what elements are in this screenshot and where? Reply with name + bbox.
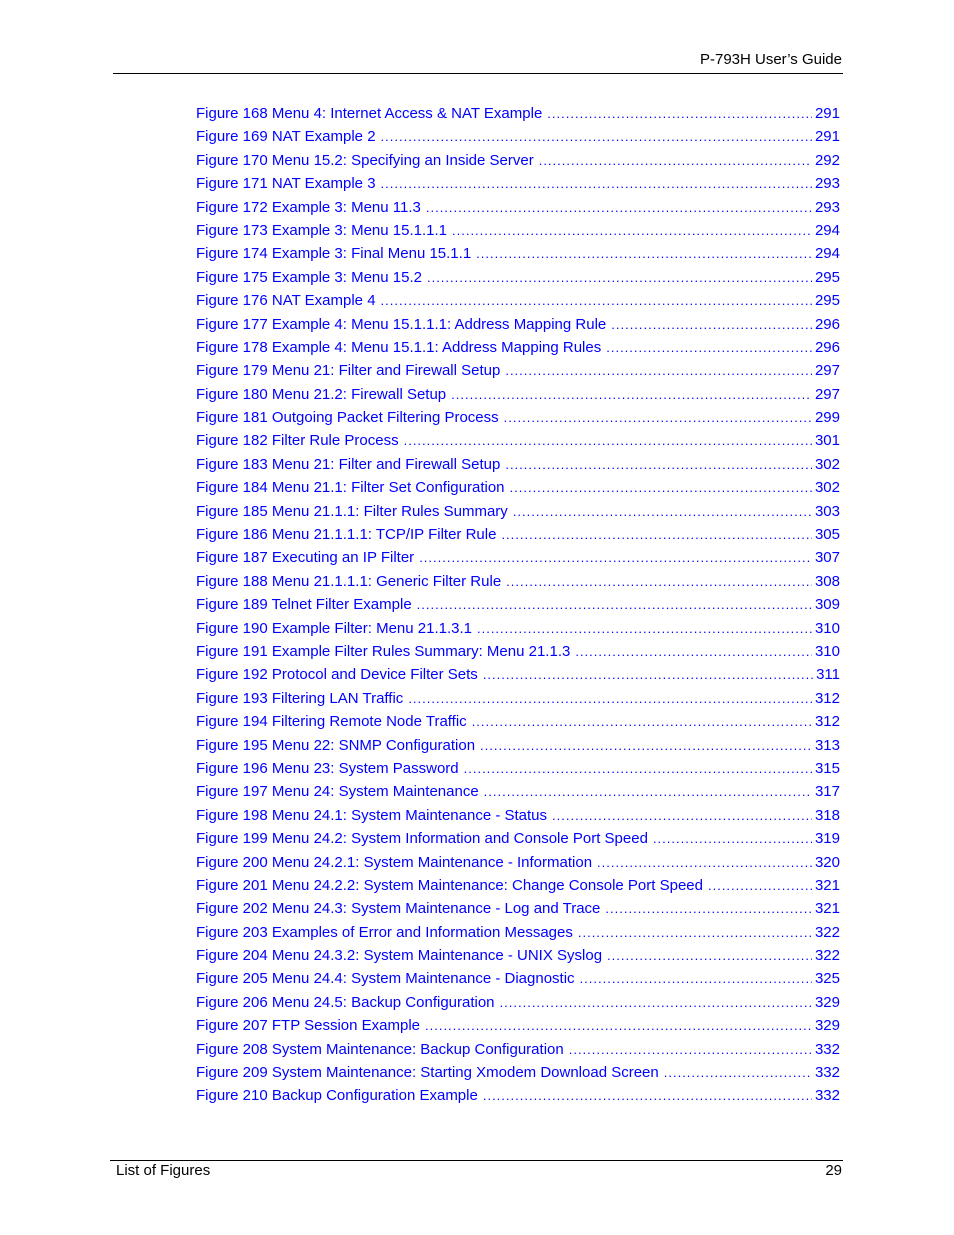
toc-entry-page[interactable]: 309 [814,596,840,614]
toc-leader-dots [426,200,812,215]
toc-leader-dots [569,1042,812,1057]
toc-entry-title[interactable]: Figure 195 Menu 22: SNMP Configuration [196,736,476,754]
toc-entry[interactable] [196,409,840,432]
toc-entry-title[interactable]: Figure 187 Executing an IP Filter [196,549,415,567]
toc-entry[interactable] [196,456,840,479]
toc-entry-page[interactable]: 296 [814,315,840,333]
toc-entry-page[interactable]: 319 [814,830,840,848]
toc-entry-page[interactable]: 296 [814,338,840,356]
toc-entry-title[interactable]: Figure 199 Menu 24.2: System Information and Console Port Speed [196,830,648,848]
toc-entry[interactable] [196,854,840,877]
toc-entry-title[interactable]: Figure 196 Menu 23: System Password [196,759,459,777]
toc-entry[interactable] [196,175,840,198]
toc-leader-dots [580,971,812,986]
toc-entry[interactable] [196,479,840,502]
toc-entry-page[interactable]: 291 [814,105,840,122]
toc-entry[interactable] [196,292,840,315]
toc-entry[interactable] [196,549,840,572]
toc-entry-title[interactable]: Figure 174 Example 3: Final Menu 15.1.1 [196,245,472,263]
toc-entry-page[interactable]: 294 [814,221,840,239]
toc-entry-page[interactable]: 318 [814,806,840,824]
toc-entry[interactable] [196,994,840,1017]
toc-entry-page[interactable]: 312 [814,713,840,731]
toc-entry[interactable] [196,737,840,760]
footer-rule [110,1160,843,1161]
toc-entry-title[interactable]: Figure 200 Menu 24.2.1: System Maintenance - Information [196,853,593,871]
toc-leader-dots [476,246,812,261]
toc-leader-dots [464,761,812,776]
toc-entry-title[interactable]: Figure 201 Menu 24.2.2: System Maintenance: Change Console Port Speed [196,876,703,894]
toc-entry-title[interactable]: Figure 206 Menu 24.5: Backup Configuration [196,993,495,1011]
toc-entry[interactable] [196,573,840,596]
toc-entry-title[interactable]: Figure 197 Menu 24: System Maintenance [196,783,479,801]
toc-entry-page[interactable]: 332 [814,1040,840,1058]
toc-entry-page[interactable]: 295 [814,292,840,310]
toc-entry-page[interactable]: 302 [814,479,840,497]
toc-entry-title[interactable]: Figure 170 Menu 15.2: Specifying an Inside Server [196,151,534,169]
toc-entry-title[interactable]: Figure 173 Example 3: Menu 15.1.1.1 [196,221,447,239]
toc-entry[interactable] [196,760,840,783]
toc-entry-title[interactable]: Figure 189 Telnet Filter Example [196,596,412,614]
toc-entry[interactable] [196,643,840,666]
toc-entry-title[interactable]: Figure 171 NAT Example 3 [196,175,376,193]
footer-page-number: 29 [825,1162,842,1179]
toc-entry[interactable] [196,316,840,339]
toc-leader-dots [500,995,812,1010]
toc-leader-dots [506,574,812,589]
toc-entry[interactable] [196,830,840,853]
toc-entry-page[interactable]: 310 [814,642,840,660]
toc-entry-title[interactable]: Figure 185 Menu 21.1.1: Filter Rules Summary [196,502,508,520]
toc-entry-page[interactable]: 305 [814,526,840,544]
toc-entry-title[interactable]: Figure 184 Menu 21.1: Filter Set Configuration [196,479,505,497]
toc-leader-dots [381,129,812,144]
toc-entry-title[interactable]: Figure 208 System Maintenance: Backup Configuration [196,1040,564,1058]
toc-leader-dots [708,878,812,893]
toc-entry[interactable] [196,900,840,923]
footer-section-name: List of Figures [116,1162,211,1179]
toc-entry-page[interactable]: 293 [814,198,840,216]
toc-entry[interactable] [196,432,840,455]
toc-entry-page[interactable]: 292 [814,151,840,169]
toc-entry-title[interactable]: Figure 210 Backup Configuration Example [196,1087,478,1105]
toc-entry-page[interactable]: 299 [814,409,840,427]
toc-entry-title[interactable]: Figure 168 Menu 4: Internet Access & NAT Example [196,105,543,122]
toc-entry[interactable] [196,1087,840,1110]
toc-entry[interactable] [196,970,840,993]
toc-entry-title[interactable]: Figure 193 Filtering LAN Traffic [196,689,404,707]
toc-leader-dots [539,153,812,168]
toc-entry-title[interactable]: Figure 175 Example 3: Menu 15.2 [196,268,422,286]
toc-entry-page[interactable]: 313 [814,736,840,754]
toc-leader-dots [480,738,812,753]
toc-entry-page[interactable]: 325 [814,970,840,988]
toc-entry-title[interactable]: Figure 178 Example 4: Menu 15.1.1: Address Mapping Rules [196,338,602,356]
toc-entry-title[interactable]: Figure 204 Menu 24.3.2: System Maintenance - UNIX Syslog [196,947,603,965]
toc-leader-dots [425,1018,812,1033]
toc-entry[interactable] [196,245,840,268]
toc-leader-dots [606,340,812,355]
toc-entry-title[interactable]: Figure 181 Outgoing Packet Filtering Process [196,409,499,427]
toc-entry[interactable] [196,807,840,830]
toc-entry[interactable] [196,128,840,151]
toc-leader-dots [484,784,812,799]
toc-entry-title[interactable]: Figure 207 FTP Session Example [196,1017,420,1035]
toc-entry-title[interactable]: Figure 205 Menu 24.4: System Maintenance - Diagnostic [196,970,575,988]
toc-entry[interactable] [196,199,840,222]
toc-leader-dots [408,691,812,706]
toc-entry[interactable] [196,222,840,245]
toc-entry[interactable] [196,526,840,549]
toc-entry-title[interactable]: Figure 186 Menu 21.1.1.1: TCP/IP Filter Rule [196,526,497,544]
toc-entry-title[interactable]: Figure 183 Menu 21: Filter and Firewall Setup [196,455,501,473]
toc-entry-title[interactable]: Figure 180 Menu 21.2: Firewall Setup [196,385,447,403]
toc-leader-dots [505,363,812,378]
toc-leader-dots [451,387,812,402]
toc-entry-title[interactable]: Figure 190 Example Filter: Menu 21.1.3.1 [196,619,472,637]
toc-leader-dots [472,714,812,729]
toc-leader-dots [381,293,812,308]
toc-entry-page[interactable]: 297 [814,385,840,403]
toc-entry-title[interactable]: Figure 169 NAT Example 2 [196,128,376,146]
toc-entry[interactable] [196,620,840,643]
toc-entry-title[interactable]: Figure 192 Protocol and Device Filter Sets [196,666,478,684]
toc-entry-page[interactable]: 315 [814,759,840,777]
toc-entry[interactable] [196,713,840,736]
toc-entry-page[interactable]: 301 [814,432,840,450]
toc-leader-dots [513,504,812,519]
toc-leader-dots [504,410,812,425]
toc-entry[interactable] [196,503,840,526]
toc-leader-dots [427,270,812,285]
toc-leader-dots [483,1088,812,1103]
toc-entry-page[interactable]: 293 [814,175,840,193]
toc-entry[interactable] [196,877,840,900]
toc-entry-title[interactable]: Figure 198 Menu 24.1: System Maintenance - Status [196,806,548,824]
toc-entry-page[interactable]: 321 [814,876,840,894]
toc-leader-dots [552,808,812,823]
toc-entry-page[interactable]: 329 [814,1017,840,1035]
toc-leader-dots [547,106,812,121]
header-rule [113,73,843,74]
toc-entry[interactable] [196,924,840,947]
toc-entry-page[interactable]: 295 [814,268,840,286]
toc-entry-title[interactable]: Figure 172 Example 3: Menu 11.3 [196,198,421,216]
toc-leader-dots [477,621,812,636]
page-header-title: P-793H User’s Guide [699,51,842,68]
toc-entry[interactable] [196,666,840,689]
toc-leader-dots [452,223,812,238]
toc-leader-dots [483,667,813,682]
toc-entry[interactable] [196,947,840,970]
toc-entry-page[interactable]: 312 [814,689,840,707]
toc-entry-page[interactable]: 317 [814,783,840,801]
toc-leader-dots [404,433,812,448]
toc-entry-title[interactable]: Figure 191 Example Filter Rules Summary: Menu 21.1.3 [196,642,571,660]
toc-leader-dots [417,597,812,612]
toc-entry-page[interactable]: 322 [814,947,840,965]
toc-entry-page[interactable]: 307 [814,549,840,567]
toc-leader-dots [419,550,812,565]
toc-entry-page[interactable]: 297 [814,362,840,380]
toc-entry-page[interactable]: 320 [814,853,840,871]
toc-entry-page[interactable]: 302 [814,455,840,473]
toc-entry-page[interactable]: 311 [816,666,840,684]
toc-entry-title[interactable]: Figure 203 Examples of Error and Information Messages [196,923,573,941]
toc-leader-dots [510,480,812,495]
toc-entry-page[interactable]: 329 [814,993,840,1011]
toc-entry-page[interactable]: 332 [814,1064,840,1082]
toc-entry-page[interactable]: 308 [814,572,840,590]
toc-entry[interactable] [196,1017,840,1040]
toc-leader-dots [575,644,812,659]
toc-entry[interactable] [196,362,840,385]
toc-entry[interactable] [196,596,840,619]
toc-entry-page[interactable]: 322 [814,923,840,941]
toc-entry[interactable] [196,690,840,713]
toc-entry-page[interactable]: 303 [814,502,840,520]
toc-entry[interactable] [196,339,840,362]
toc-entry-page[interactable]: 291 [814,128,840,146]
toc-leader-dots [664,1065,812,1080]
toc-leader-dots [597,855,812,870]
toc-entry-page[interactable]: 294 [814,245,840,263]
toc-entry-title[interactable]: Figure 202 Menu 24.3: System Maintenance - Log and Trace [196,900,601,918]
toc-entry-page[interactable]: 332 [814,1087,840,1105]
toc-entry[interactable] [196,152,840,175]
toc-entry-title[interactable]: Figure 177 Example 4: Menu 15.1.1.1: Address Mapping Rule [196,315,607,333]
toc-entry[interactable] [196,783,840,806]
toc-entry-page[interactable]: 310 [814,619,840,637]
toc-entry-title[interactable]: Figure 194 Filtering Remote Node Traffic [196,713,467,731]
toc-entry[interactable] [196,1064,840,1087]
toc-entry[interactable] [196,1041,840,1064]
toc-entry-title[interactable]: Figure 182 Filter Rule Process [196,432,399,450]
toc-entry-title[interactable]: Figure 176 NAT Example 4 [196,292,376,310]
toc-entry[interactable] [196,386,840,409]
toc-leader-dots [607,948,812,963]
toc-leader-dots [505,457,812,472]
toc-leader-dots [381,176,812,191]
toc-leader-dots [653,831,812,846]
toc-leader-dots [605,901,812,916]
toc-entry[interactable] [196,269,840,292]
toc-leader-dots [578,925,812,940]
list-of-figures [196,105,840,1111]
toc-entry[interactable] [196,105,840,128]
toc-leader-dots [501,527,812,542]
toc-leader-dots [611,317,812,332]
toc-entry-page[interactable]: 321 [814,900,840,918]
toc-entry-title[interactable]: Figure 209 System Maintenance: Starting Xmodem Download Screen [196,1064,659,1082]
toc-entry-title[interactable]: Figure 179 Menu 21: Filter and Firewall Setup [196,362,501,380]
toc-entry-title[interactable]: Figure 188 Menu 21.1.1.1: Generic Filter Rule [196,572,502,590]
